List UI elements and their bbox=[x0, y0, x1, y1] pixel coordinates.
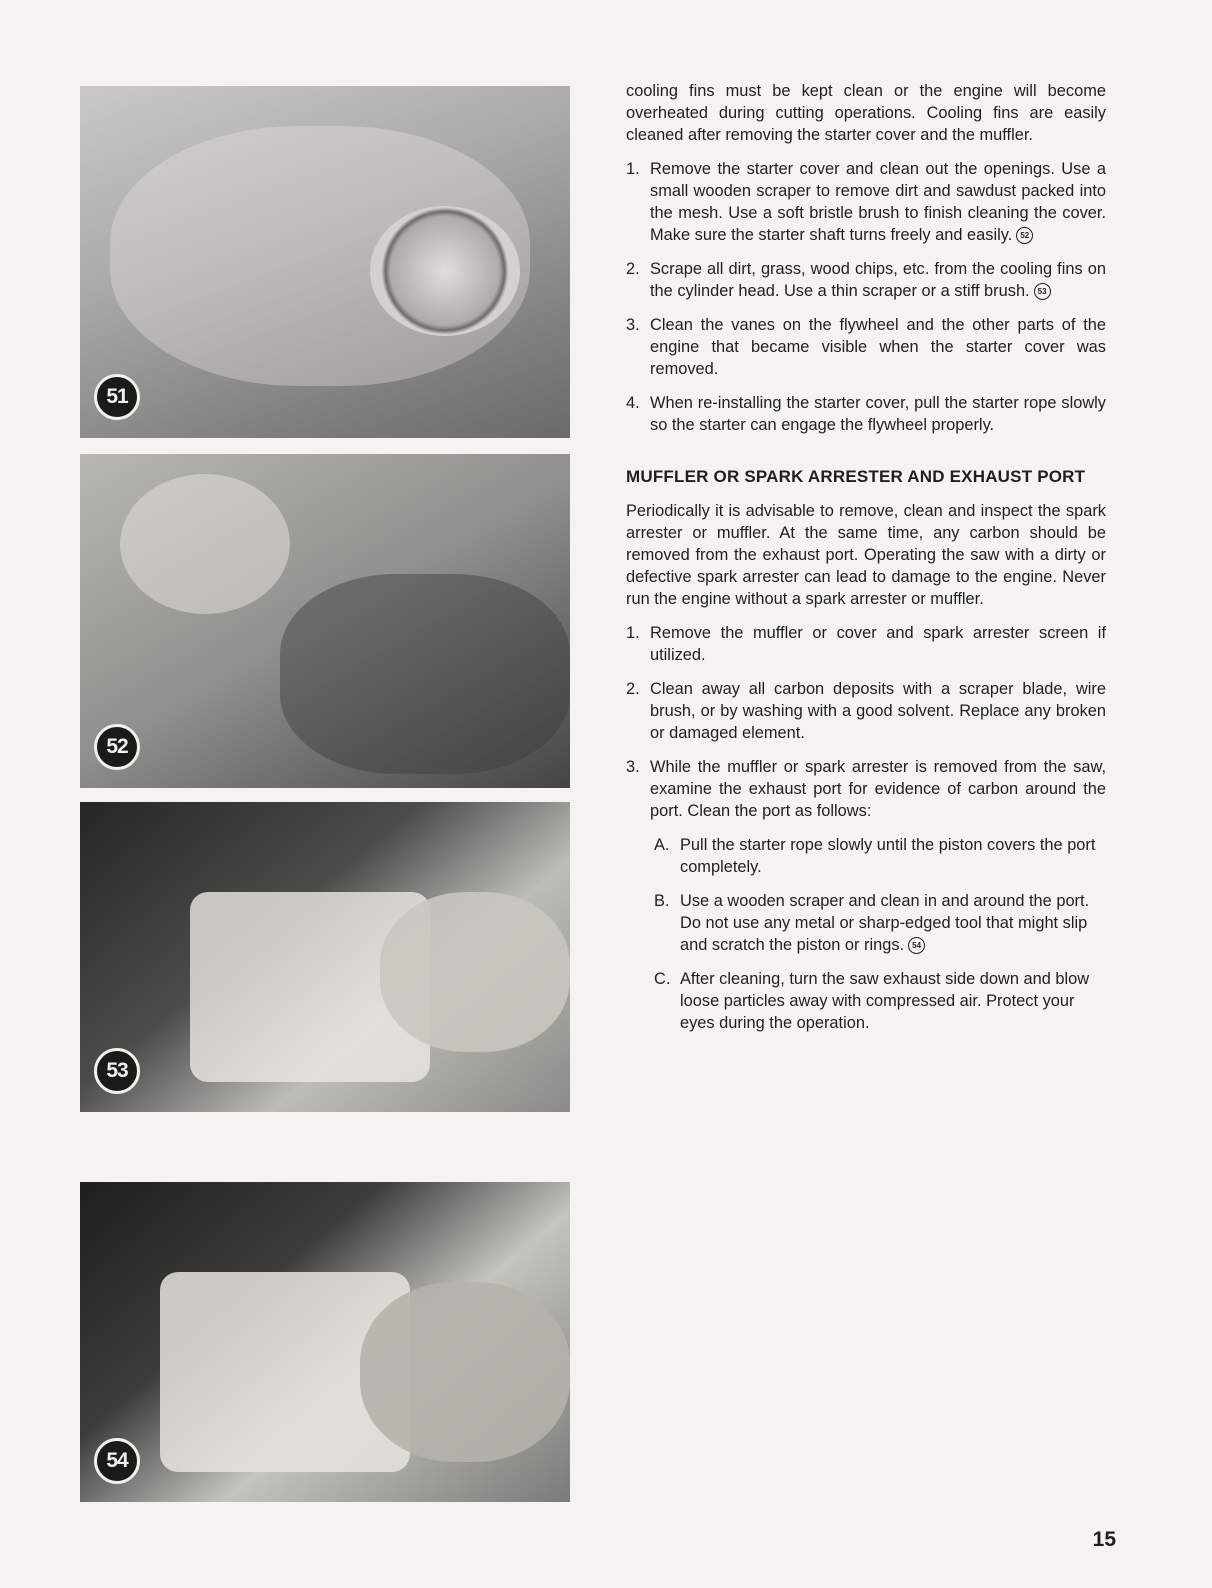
step-text: Clean away all carbon deposits with a scraper blade, wire brush, or by washing with a good solvent. Replace any broken or damaged element. bbox=[650, 680, 1106, 742]
list-item bbox=[626, 158, 1106, 246]
list-item bbox=[626, 258, 1106, 302]
figure-reference: 54 bbox=[908, 937, 925, 954]
figure-52-photo bbox=[80, 454, 570, 788]
hand-shape bbox=[120, 474, 290, 614]
figure-number-badge: 54 bbox=[94, 1438, 140, 1484]
list-item bbox=[626, 314, 1106, 380]
step-letter: B. bbox=[654, 892, 670, 910]
step-text: Remove the muffler or cover and spark arrester screen if utilized. bbox=[650, 624, 1106, 664]
arm-shape bbox=[280, 574, 570, 774]
cooling-steps-list bbox=[626, 158, 1106, 436]
step-text: Clean the vanes on the flywheel and the other parts of the engine that became visible when the starter cover was removed. bbox=[650, 316, 1106, 378]
figure-53-photo bbox=[80, 802, 570, 1112]
step-text: Use a wooden scraper and clean in and around the port. Do not use any metal or sharp-edged tool that might slip and scratch the piston or rings. 54 bbox=[680, 892, 1090, 954]
figure-54-photo bbox=[80, 1182, 570, 1502]
figure-reference: 53 bbox=[1034, 283, 1051, 300]
figure-51-photo bbox=[80, 86, 570, 438]
figure-number-badge: 52 bbox=[94, 724, 140, 770]
step-number: 2. bbox=[626, 260, 640, 278]
figure-reference: 52 bbox=[1016, 227, 1033, 244]
port-cleaning-sublist bbox=[626, 834, 1106, 1034]
step-number: 1. bbox=[626, 624, 640, 642]
list-item bbox=[626, 392, 1106, 436]
list-item bbox=[626, 622, 1106, 666]
step-text: Remove the starter cover and clean out the openings. Use a small wooden scraper to remove dirt and sawdust packed into the mesh. Use a soft bristle brush to finish cleaning the cover. Make sure the starter shaft turns freely and easily. 52 bbox=[650, 160, 1106, 244]
list-item bbox=[654, 834, 1106, 878]
muffler-steps-list bbox=[626, 622, 1106, 822]
section-heading: MUFFLER OR SPARK ARRESTER AND EXHAUST PORT bbox=[626, 467, 1086, 486]
list-item bbox=[654, 890, 1106, 956]
step-letter: A. bbox=[654, 836, 670, 854]
intro-paragraph: cooling fins must be kept clean or the engine will become overheated during cutting operations. Cooling fins are easily cleaned after removing the starter cover and the muffler. bbox=[626, 82, 1106, 144]
list-item bbox=[626, 678, 1106, 744]
list-item bbox=[654, 968, 1106, 1034]
step-text: When re-installing the starter cover, pull the starter rope slowly so the starter can engage the flywheel properly. bbox=[650, 394, 1106, 434]
step-number: 1. bbox=[626, 160, 640, 178]
step-text: Scrape all dirt, grass, wood chips, etc. from the cooling fins on the cylinder head. Use a thin scraper or a stiff brush. 53 bbox=[650, 260, 1106, 300]
hand-shape bbox=[360, 1282, 570, 1462]
figure-number-badge: 51 bbox=[94, 374, 140, 420]
step-text: Pull the starter rope slowly until the piston covers the port completely. bbox=[680, 836, 1096, 876]
step-text: After cleaning, turn the saw exhaust side down and blow loose particles away with compressed air. Protect your eyes during the operation. bbox=[680, 970, 1090, 1032]
step-text: While the muffler or spark arrester is removed from the saw, examine the exhaust port for evidence of carbon around the port. Clean the port as follows: bbox=[650, 758, 1106, 820]
section-intro-paragraph: Periodically it is advisable to remove, clean and inspect the spark arrester or muffler. At the same time, any carbon should be removed from the exhaust port. Operating the saw with a dirty or defective spark arrester can lead to damage to the engine. Never run the engine without a spark arrester or muffler. bbox=[626, 502, 1106, 608]
step-number: 3. bbox=[626, 758, 640, 776]
step-letter: C. bbox=[654, 970, 671, 988]
step-number: 4. bbox=[626, 394, 640, 412]
hand-shape bbox=[110, 126, 530, 386]
text-column bbox=[626, 80, 1106, 1046]
page-number: 15 bbox=[1092, 1528, 1116, 1551]
step-number: 2. bbox=[626, 680, 640, 698]
figure-number-badge: 53 bbox=[94, 1048, 140, 1094]
step-number: 3. bbox=[626, 316, 640, 334]
list-item bbox=[626, 756, 1106, 822]
hand-shape bbox=[380, 892, 570, 1052]
